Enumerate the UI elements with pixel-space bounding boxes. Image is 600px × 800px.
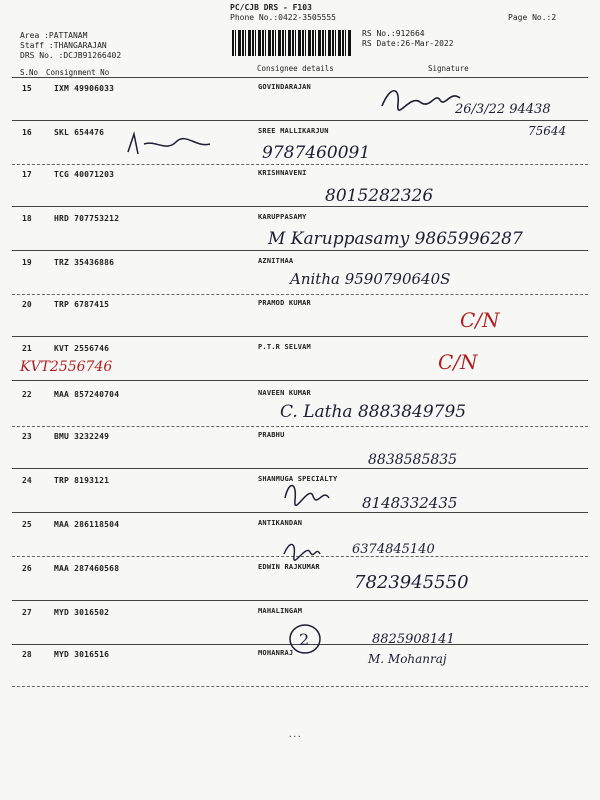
row-sno: 28 [22, 650, 32, 659]
row-divider [12, 380, 588, 381]
row-consignment-no: MAA 287460568 [54, 564, 120, 573]
row-handwritten-entry-extra: C/N [438, 350, 478, 374]
row-consignee-name: ANTIKANDAN [258, 519, 303, 527]
row-consignee-name: KARUPPASAMY [258, 213, 307, 221]
row-sno: 18 [22, 214, 32, 223]
row-handwritten-entry: Anitha 9590790640S [290, 270, 451, 288]
signature-scribble-25 [282, 538, 322, 562]
row-handwritten-entry: M Karuppasamy 9865996287 [268, 229, 523, 249]
row-consignee-name: MOHANRAJ [258, 649, 294, 657]
row-sno: 22 [22, 390, 32, 399]
row-handwritten-entry: 7823945550 [354, 572, 469, 593]
row-divider [12, 600, 588, 601]
row-consignee-name: KRISHNAVENI [258, 169, 307, 177]
row-handwritten-entry: M. Mohanraj [368, 652, 447, 666]
staff-label: Staff :THANGARAJAN [20, 41, 107, 50]
col-signature: Signature [428, 64, 469, 73]
row-sno: 25 [22, 520, 32, 529]
row-consignee-name: SHANMUGA SPECIALTY [258, 475, 338, 483]
row-handwritten-entry: C/N [460, 308, 500, 332]
row-consignment-no: HRD 707753212 [54, 214, 120, 223]
row-consignee-name: P.T.R SELVAM [258, 343, 311, 351]
row-divider [12, 164, 588, 165]
row-consignment-no: TRZ 35436886 [54, 258, 115, 267]
row-divider [12, 426, 588, 427]
barcode-image [232, 30, 352, 56]
row-sno: 15 [22, 84, 32, 93]
row-handwritten-entry: 8838585835 [368, 452, 458, 468]
phone-number: Phone No.:0422-3505555 [230, 13, 336, 22]
drs-number: DRS No. :DCJB91266402 [20, 51, 122, 60]
signature-scribble-24 [283, 478, 333, 508]
row-divider [12, 294, 588, 295]
row-consignee-name: SREE MALLIKARJUN [258, 127, 329, 135]
row-sno: 27 [22, 608, 32, 617]
area-label: Area :PATTANAM [20, 31, 88, 40]
row-divider [12, 336, 588, 337]
svg-text:2: 2 [299, 630, 310, 649]
circled-mark [288, 622, 322, 656]
row-divider [12, 512, 588, 513]
row-handwritten-entry: 6374845140 [352, 542, 435, 557]
row-consignment-no: MAA 857240704 [54, 390, 120, 399]
row-divider [12, 206, 588, 207]
row-consignment-no: MAA 286118504 [54, 520, 120, 529]
row-divider [12, 250, 588, 251]
rs-number: RS No.:912664 [362, 29, 425, 38]
header-divider [12, 77, 588, 78]
row-consignment-no: SKL 654476 [54, 128, 105, 137]
row-consignment-no: KVT 2556746 [54, 344, 110, 353]
row-handwritten-entry: 9787460091 [262, 143, 371, 163]
row-consignment-no: TRP 8193121 [54, 476, 110, 485]
col-consignee: Consignee details [257, 64, 334, 73]
row-sno: 26 [22, 564, 32, 573]
row-divider [12, 468, 588, 469]
row-handwritten-entry: KVT2556746 [20, 359, 113, 375]
row-consignee-name: MAHALINGAM [258, 607, 303, 615]
row-handwritten-entry: 8148332435 [362, 494, 458, 512]
row-sno: 20 [22, 300, 32, 309]
row-consignee-name: GOVINDARAJAN [258, 83, 311, 91]
row-handwritten-entry: 8825908141 [372, 632, 455, 647]
col-consignment: Consignment No [46, 68, 110, 77]
row-consignment-no: MYD 3016502 [54, 608, 110, 617]
col-sno: S.No [20, 68, 39, 77]
row-consignee-name: PRABHU [258, 431, 285, 439]
signature-scribble-15 [380, 84, 470, 116]
row-sno: 17 [22, 170, 32, 179]
row-sno: 16 [22, 128, 32, 137]
row-consignee-name: EDWIN RAJKUMAR [258, 563, 320, 571]
row-divider [12, 686, 588, 687]
row-handwritten-entry: 26/3/22 94438 [455, 102, 551, 117]
row-divider [12, 120, 588, 121]
drs-title: PC/CJB DRS - F103 [230, 3, 312, 12]
row-consignee-name: AZNITHAA [258, 257, 294, 265]
row-sno: 23 [22, 432, 32, 441]
row-consignment-no: IXM 49906033 [54, 84, 115, 93]
row-sno: 21 [22, 344, 32, 353]
signature-scribble-16 [126, 130, 216, 158]
row-handwritten-entry-extra: 75644 [528, 124, 567, 138]
row-sno: 19 [22, 258, 32, 267]
row-handwritten-entry: 8015282326 [325, 186, 434, 206]
row-consignment-no: TCG 40071203 [54, 170, 115, 179]
row-consignment-no: TRP 6787415 [54, 300, 110, 309]
footer-mark: ... [288, 730, 302, 739]
page-number: Page No.:2 [508, 13, 557, 22]
row-sno: 24 [22, 476, 32, 485]
row-handwritten-entry: C. Latha 8883849795 [280, 402, 467, 422]
row-consignment-no: BMU 3232249 [54, 432, 110, 441]
row-consignee-name: NAVEEN KUMAR [258, 389, 311, 397]
rs-date: RS Date:26-Mar-2022 [362, 39, 454, 48]
row-consignment-no: MYD 3016516 [54, 650, 110, 659]
row-consignee-name: PRAMOD KUMAR [258, 299, 311, 307]
